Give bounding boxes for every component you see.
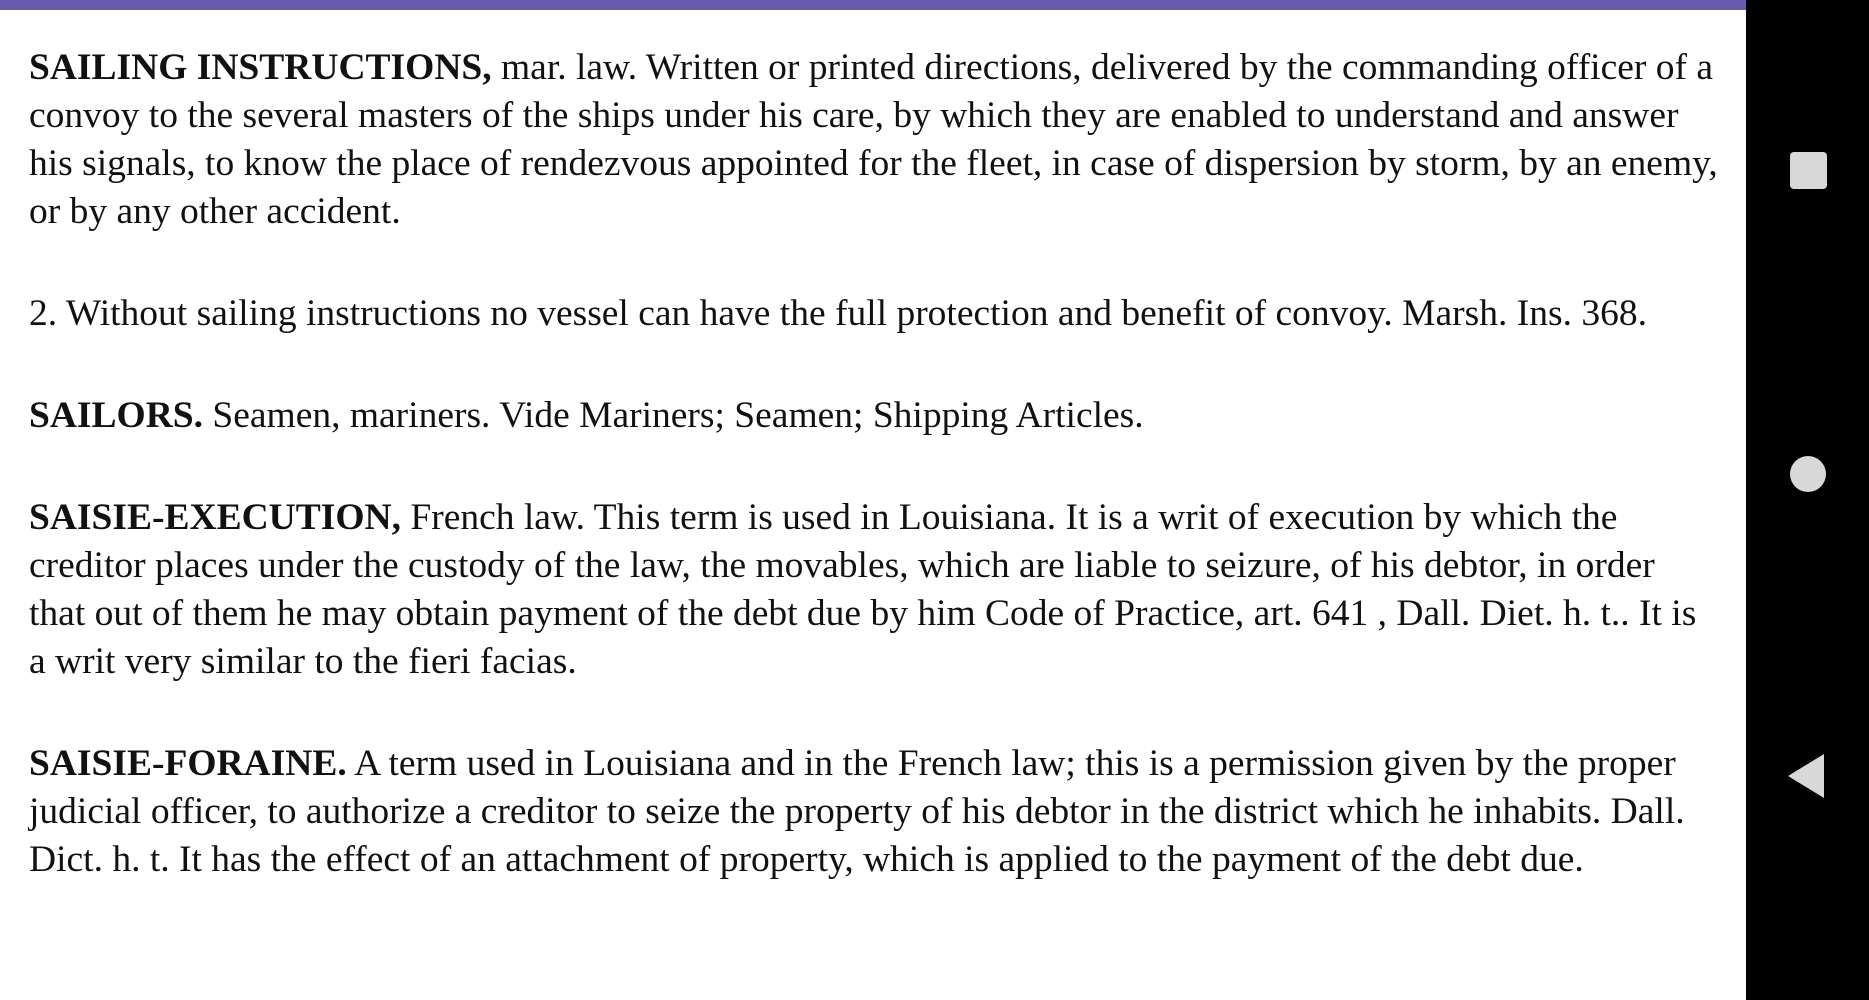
- entry-saisie-execution: [29, 494, 1719, 686]
- entry-headword: SAILORS.: [29, 395, 204, 436]
- top-accent-bar: [0, 0, 1746, 10]
- home-button[interactable]: [1781, 447, 1835, 501]
- entry-headword: SAISIE-FORAINE.: [29, 743, 347, 784]
- entry-sailing-instructions: [29, 44, 1719, 236]
- entry-headword: SAISIE-EXECUTION,: [29, 497, 401, 538]
- dictionary-article: [29, 44, 1719, 938]
- back-button[interactable]: [1781, 749, 1835, 803]
- entry-body: A term used in Louisiana and in the French law; this is a permission given by the proper judicial officer, to authorize a creditor to seize the property of his debtor in the district which he inhabits. Dall. Dict. h. t. It has the effect of an attachment of property, which is applied to the payment of the debt due.: [29, 743, 1685, 880]
- entry-headword: SAILING INSTRUCTIONS,: [29, 47, 492, 88]
- circle-icon: [1790, 456, 1826, 492]
- entry-sailors: [29, 392, 1719, 440]
- entry-saisie-foraine: [29, 740, 1719, 884]
- square-icon: [1790, 152, 1827, 189]
- recents-button[interactable]: [1781, 143, 1835, 197]
- entry-body: 2. Without sailing instructions no vessel can have the full protection and benefit of convoy. Marsh. Ins. 368.: [29, 293, 1647, 334]
- entry-body: Seamen, mariners. Vide Mariners; Seamen; Shipping Articles.: [203, 395, 1144, 436]
- entry-sailing-instructions-paragraph-2: [29, 290, 1719, 338]
- entry-body: French law. This term is used in Louisiana. It is a writ of execution by which the creditor places under the custody of the law, the movables, which are liable to seizure, of his debtor, in order that out of them he may obtain payment of the debt due by him Code of Practice, art. 641 , Dall. Diet. h. t.. It is a writ very similar to the fieri facias.: [29, 497, 1697, 682]
- triangle-back-icon: [1788, 754, 1824, 798]
- entry-body: mar. law. Written or printed directions, delivered by the commanding officer of a convoy to the several masters of the ships under his care, by which they are enabled to understand and answer his signals, to know the place of rendezvous appointed for the fleet, in case of dispersion by storm, by an enemy, or by any other accident.: [29, 47, 1718, 232]
